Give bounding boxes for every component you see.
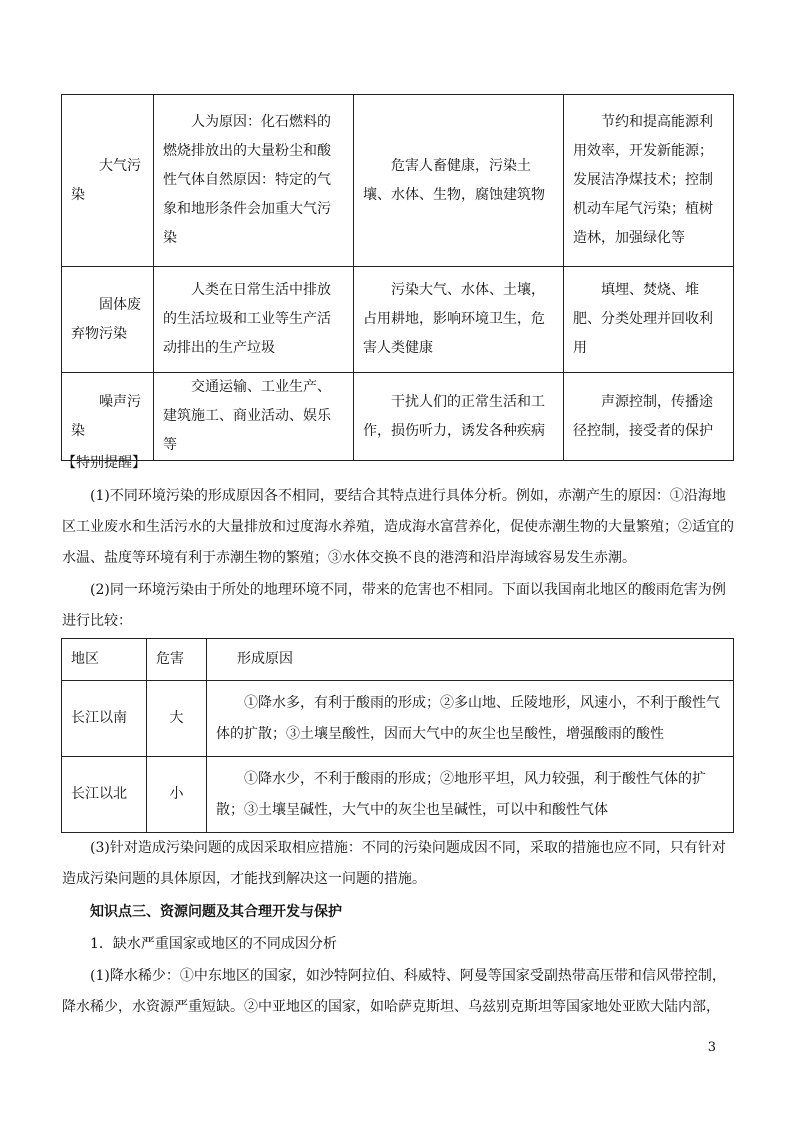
pollution-type: 固体废弃物污染 bbox=[62, 267, 154, 373]
pollution-cause: 人类在日常生活中排放的生活垃圾和工业等生产活动排出的生产垃圾 bbox=[154, 267, 354, 373]
page-number: 3 bbox=[707, 1040, 716, 1055]
table-row bbox=[62, 95, 734, 267]
table-header-row bbox=[62, 639, 734, 681]
region-cell: 长江以南 bbox=[62, 681, 147, 757]
paragraph-4: (1)降水稀少：①中东地区的国家，如沙特阿拉伯、科威特、阿曼等国家受副热带高压带和信风带控制，降水稀少，水资源严重短缺。②中亚地区的国家，如哈萨克斯坦、乌兹别克斯坦等国家地处亚欧大陆内部， bbox=[62, 968, 726, 1015]
table-row bbox=[62, 757, 734, 833]
pollution-cause: 交通运输、工业生产、建筑施工、商业活动、娱乐等 bbox=[154, 373, 354, 461]
pollution-type: 大气污染 bbox=[62, 95, 154, 267]
header-harm: 危害 bbox=[147, 639, 207, 681]
pollution-measure: 填埋、焚烧、堆肥、分类处理并回收利用 bbox=[564, 267, 734, 373]
harm-cell: 小 bbox=[147, 757, 207, 833]
subheading-1: 1．缺水严重国家或地区的不同成因分析 bbox=[90, 936, 337, 952]
header-region: 地区 bbox=[62, 639, 147, 681]
header-cause: 形成原因 bbox=[207, 639, 734, 681]
pollution-table bbox=[61, 94, 734, 461]
pollution-harm: 干扰人们的正常生活和工作，损伤听力，诱发各种疾病 bbox=[354, 373, 564, 461]
acid-rain-table bbox=[61, 638, 734, 833]
region-cell: 长江以北 bbox=[62, 757, 147, 833]
reminder-title: 【特别提醒】 bbox=[62, 455, 146, 471]
pollution-measure: 节约和提高能源利用效率，开发新能源；发展洁净煤技术；控制机动车尾气污染；植树造林，加强绿化等 bbox=[564, 95, 734, 267]
section-title: 知识点三、资源问题及其合理开发与保护 bbox=[90, 904, 342, 920]
pollution-cause: 人为原因：化石燃料的燃烧排放出的大量粉尘和酸性气体自然原因：特定的气象和地形条件会加重大气污染 bbox=[154, 95, 354, 267]
pollution-measure: 声源控制，传播途径控制，接受者的保护 bbox=[564, 373, 734, 461]
harm-cell: 大 bbox=[147, 681, 207, 757]
cause-cell: ①降水多，有利于酸雨的形成；②多山地、丘陵地形，风速小，不利于酸性气体的扩散；③土壤呈酸性，因而大气中的灰尘也呈酸性，增强酸雨的酸性 bbox=[207, 681, 734, 757]
table-row bbox=[62, 681, 734, 757]
pollution-harm: 污染大气、水体、土壤，占用耕地，影响环境卫生，危害人类健康 bbox=[354, 267, 564, 373]
paragraph-2: (2)同一环境污染由于所处的地理环境不同，带来的危害也不相同。下面以我国南北地区的酸雨危害为例进行比较： bbox=[62, 582, 726, 629]
pollution-type: 噪声污染 bbox=[62, 373, 154, 461]
cause-cell: ①降水少，不利于酸雨的形成；②地形平坦，风力较强，利于酸性气体的扩散；③土壤呈碱性，大气中的灰尘也呈碱性，可以中和酸性气体 bbox=[207, 757, 734, 833]
paragraph-3: (3)针对造成污染问题的成因采取相应措施：不同的污染问题成因不同，采取的措施也应不同，只有针对造成污染问题的具体原因，才能找到解决这一问题的措施。 bbox=[62, 840, 726, 887]
paragraph-1: (1)不同环境污染的形成原因各不相同，要结合其特点进行具体分析。例如，赤潮产生的原因：①沿海地区工业废水和生活污水的大量排放和过度海水养殖，造成海水富营养化，促使赤潮生物的大量繁殖；②适宜的水温、盐度等环境有利于赤潮生物的繁殖；③水体交换不良的港湾和沿岸海域容易发生赤潮。 bbox=[62, 488, 734, 566]
pollution-harm: 危害人畜健康，污染土壤、水体、生物，腐蚀建筑物 bbox=[354, 95, 564, 267]
table-row bbox=[62, 267, 734, 373]
